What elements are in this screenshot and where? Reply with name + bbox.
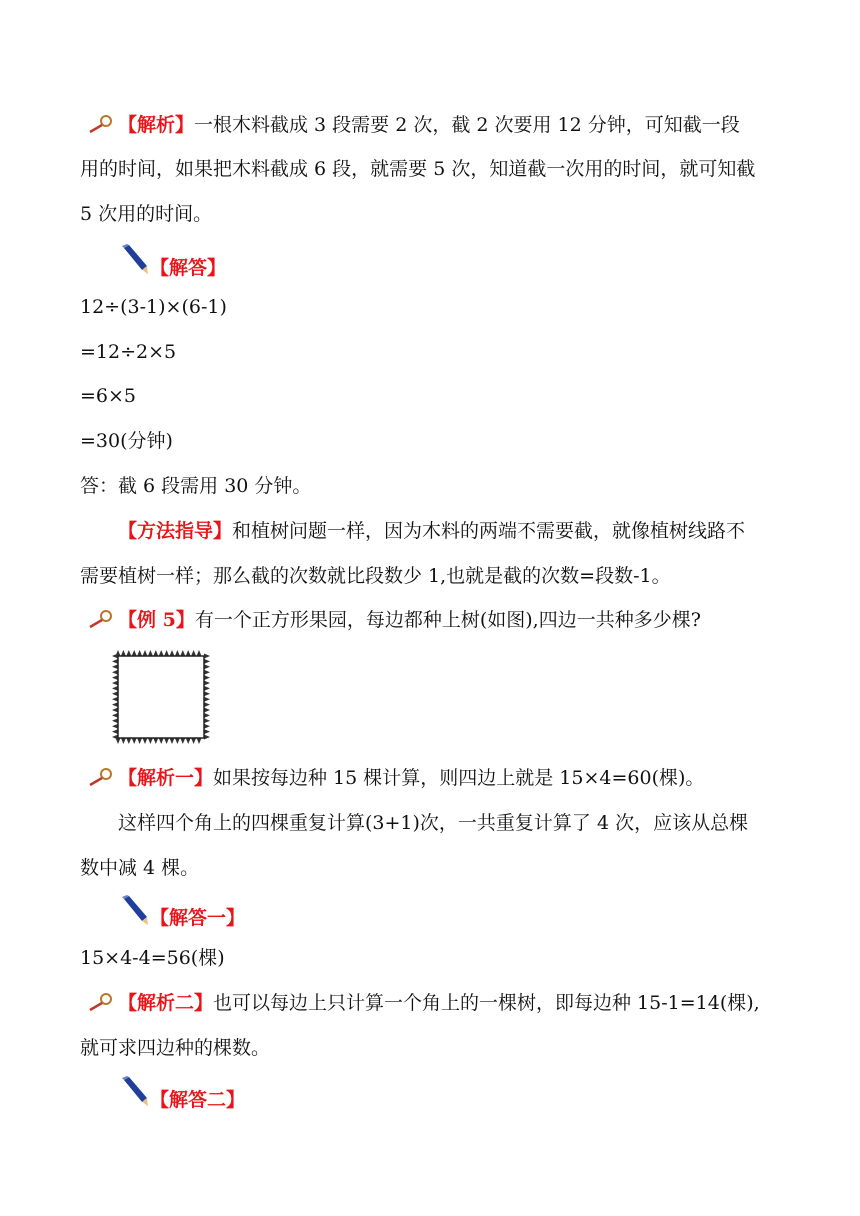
tree-marker [204,686,210,691]
analysis-a-line-3: 数中减 4 棵。 [80,857,200,879]
tree-marker [153,738,158,744]
tree-marker [204,724,210,729]
tree-marker [112,681,118,686]
tree-marker [121,738,126,744]
tree-marker [112,659,118,664]
answer-1-step-2: =12÷2×5 [80,341,177,363]
tree-marker [204,659,210,664]
analysis-1-line-1 [80,113,740,137]
tree-marker [112,724,118,729]
analysis-a-line-2: 这样四个角上的四棵重复计算(3+1)次，一共重复计算了 4 次，应该从总棵 [118,812,749,834]
tree-marker [143,738,148,744]
example-5-label: 【例 5】 [118,609,195,631]
analysis-b-line-1 [80,991,760,1015]
tree-marker [204,691,210,696]
answer-1-step-1: 12÷(3-1)×(6-1) [80,296,227,318]
tree-marker [121,650,126,656]
tree-marker [112,702,118,707]
tree-marker [112,675,118,680]
answer-1-label: 【解答】 [150,257,227,279]
tree-marker [204,670,210,675]
tree-marker [112,664,118,669]
tree-marker [204,675,210,680]
answer-1-step-3: =6×5 [80,385,137,407]
method-line-1 [118,519,745,543]
analysis-b-label: 【解析二】 [118,992,214,1014]
analysis-1-line-2: 用的时间，如果把木料截成 6 段，就需要 5 次，知道截一次用的时间，就可知截 [80,158,756,180]
tree-marker [175,738,180,744]
tree-marker [175,650,180,656]
tree-marker [186,738,191,744]
tree-marker [112,691,118,696]
analysis-a-label: 【解析一】 [118,767,214,789]
tree-marker [191,738,196,744]
example-5-text: 有一个正方形果园，每边都种上树(如图),四边一共种多少棵? [194,609,701,631]
analysis-b-line-2: 就可求四边种的棵数。 [80,1037,271,1059]
answer-1-conclusion: 答：截 6 段需用 30 分钟。 [80,475,312,497]
pencil-icon [118,895,150,927]
tree-marker [159,738,164,744]
tree-marker [204,654,210,659]
analysis-1-line-3: 5 次用的时间。 [80,203,213,225]
tree-marker [132,650,137,656]
tree-marker [112,654,118,659]
tree-marker [204,708,210,713]
analysis-a-text: 如果按每边种 15 棵计算，则四边上就是 15×4=60(棵)。 [213,767,705,789]
tree-marker [180,738,185,744]
answer-1-step-4: =30(分钟) [80,430,173,452]
magnifier-icon [80,992,116,1012]
method-label: 【方法指导】 [118,520,233,542]
method-text: 和植树问题一样，因为木料的两端不需要截，就像植树线路不 [232,520,746,542]
tree-marker [204,735,210,740]
tree-marker [112,697,118,702]
tree-marker [126,650,131,656]
answer-b-label: 【解答二】 [150,1089,246,1111]
magnifier-icon [80,609,116,629]
tree-marker [143,650,148,656]
tree-marker [112,713,118,718]
tree-marker [204,718,210,723]
tree-marker [112,686,118,691]
magnifier-icon [80,114,116,134]
tree-marker [137,650,142,656]
tree-marker [197,650,202,656]
pencil-icon [118,1076,150,1108]
tree-marker [180,650,185,656]
tree-marker [137,738,142,744]
tree-marker [148,738,153,744]
tree-marker [112,735,118,740]
tree-marker [112,708,118,713]
pencil-icon [118,244,150,276]
analysis-b-text: 也可以每边上只计算一个角上的一棵树，即每边种 15-1=14(棵), [213,992,760,1014]
tree-marker [159,650,164,656]
tree-markers [112,650,210,744]
magnifier-icon [80,767,116,787]
method-line-2: 需要植树一样；那么截的次数就比段数少 1,也就是截的次数=段数-1。 [80,565,671,587]
tree-marker [204,697,210,702]
answer-a-step: 15×4-4=56(棵) [80,947,225,969]
tree-marker [148,650,153,656]
tree-marker [170,738,175,744]
analysis-1-label: 【解析】 [118,114,195,136]
tree-marker [112,670,118,675]
tree-marker [204,664,210,669]
tree-marker [204,681,210,686]
tree-marker [112,729,118,734]
tree-marker [191,650,196,656]
tree-marker [204,729,210,734]
tree-marker [204,713,210,718]
tree-marker [204,702,210,707]
tree-marker [164,650,169,656]
tree-marker [153,650,158,656]
tree-marker [186,650,191,656]
tree-marker [164,738,169,744]
analysis-1-text: 一根木料截成 3 段需要 2 次，截 2 次要用 12 分钟，可知截一段 [194,114,740,136]
square-garden-figure [110,648,212,746]
analysis-a-line-1 [80,766,704,790]
tree-marker [170,650,175,656]
tree-marker [132,738,137,744]
tree-marker [126,738,131,744]
answer-a-label: 【解答一】 [150,907,246,929]
tree-marker [112,718,118,723]
example-5-line [80,608,701,632]
tree-marker [197,738,202,744]
